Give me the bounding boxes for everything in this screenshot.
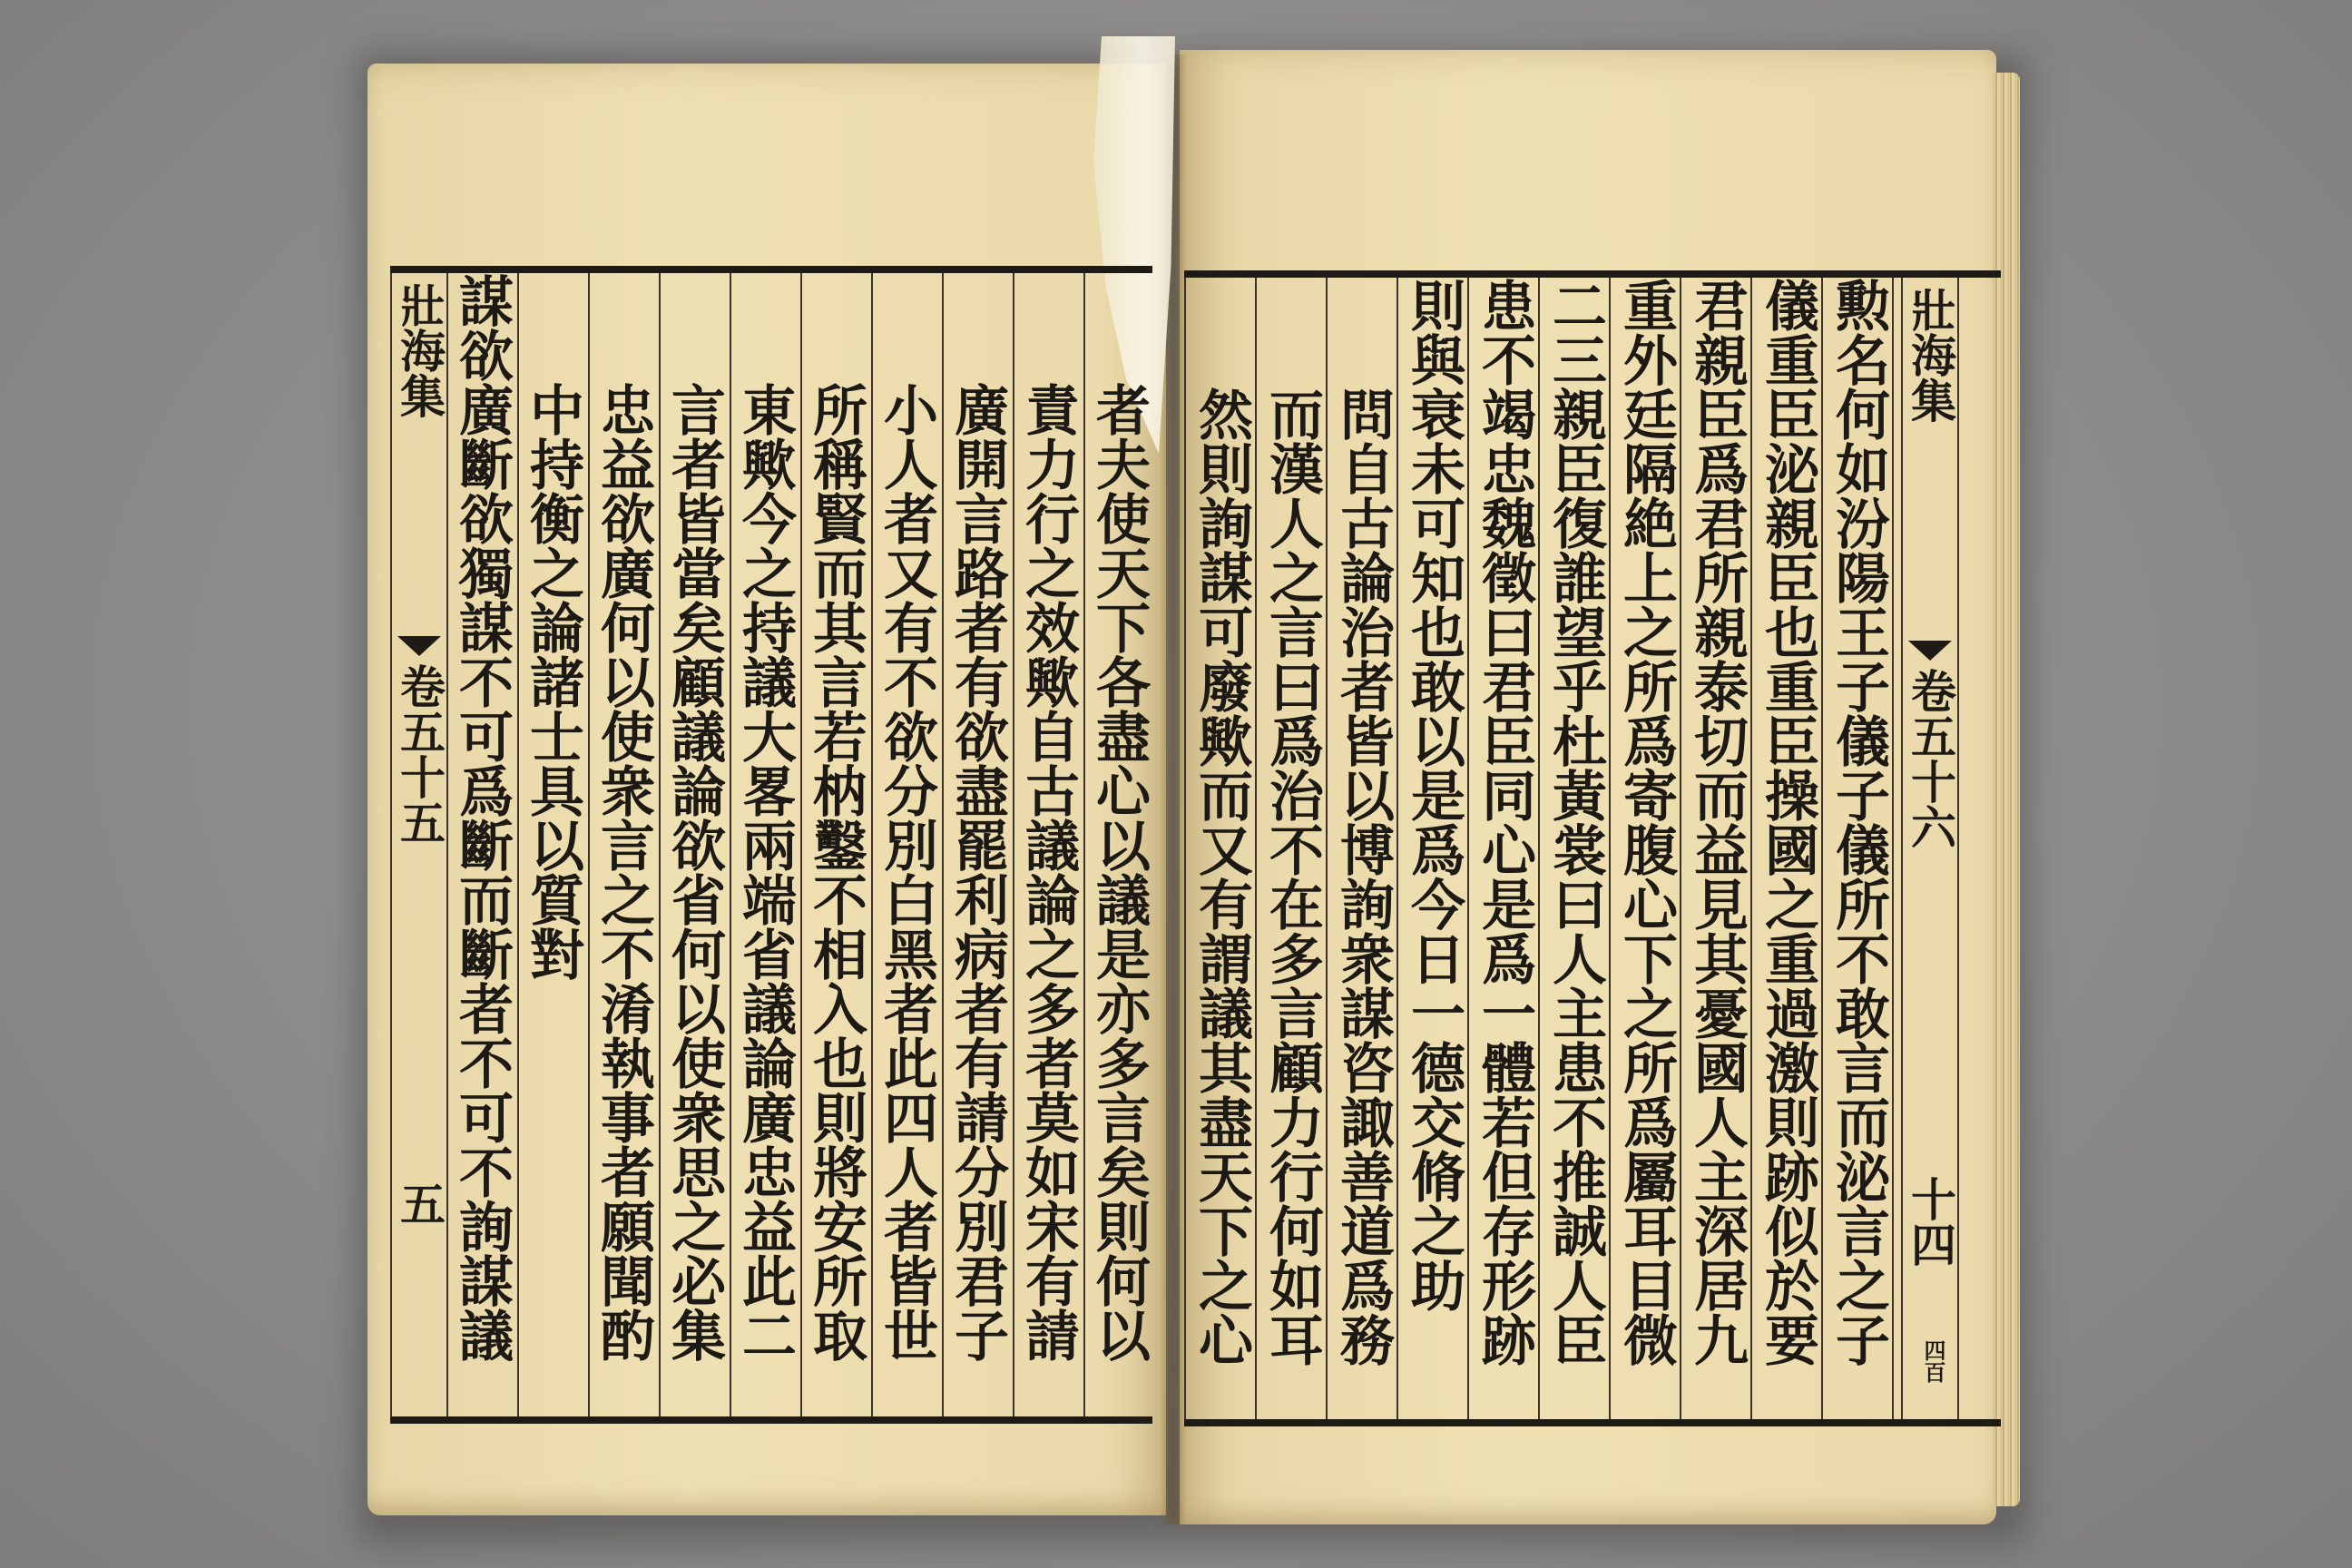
text-column: 儀重臣泌親臣也重臣操國之重過激則跡似於要 — [1756, 278, 1819, 1367]
text-column: 勲名何如汾陽王子儀子儀所不敢言而泌言之子 — [1827, 278, 1890, 1367]
right-strip-folio: 十四 — [1904, 1176, 1957, 1267]
text-column: 言者皆當矣顧議論欲省何以使衆思之必集 — [662, 382, 726, 1362]
text-column: 廣開言路者有欲盡罷利病者有請分別君子 — [946, 382, 1009, 1362]
left-margin-strip — [390, 273, 448, 1416]
text-column: 則與衰未可知也敢以是爲今日一德交脩之助 — [1402, 278, 1465, 1312]
left-strip-volume: 卷五十五 — [393, 663, 446, 845]
text-column: 患不竭忠魏徵曰君臣同心是爲一體若但存形跡 — [1473, 278, 1536, 1367]
text-column: 者夫使天下各盡心以議是亦多言矣則何以 — [1087, 382, 1151, 1362]
text-column: 君親臣爲君所親泰切而益見其憂國人主深居九 — [1685, 278, 1749, 1367]
right-strip-count: 四百 — [1920, 1339, 1946, 1383]
right-strip-volume: 卷五十六 — [1904, 668, 1957, 849]
text-column: 問自古論治者皆以博詢衆謀咨諏善道爲務 — [1331, 387, 1395, 1367]
left-fish-tail-mark — [397, 636, 441, 656]
left-strip-folio: 五 — [393, 1181, 446, 1226]
text-column: 忠益欲廣何以使衆言之不淆執事者願聞酌 — [592, 382, 655, 1362]
text-column: 責力行之效歟自古議論之多者莫如宋有請 — [1016, 382, 1080, 1362]
text-column: 所稱賢而其言若枘鑿不相入也則將安所取 — [804, 382, 867, 1362]
right-strip-title: 壯海集 — [1904, 287, 1957, 423]
text-column: 而漢人之言曰爲治不在多言顧力行何如耳 — [1260, 387, 1324, 1367]
text-column: 謀欲廣斷欲獨謀不可爲斷而斷者不可不詢謀議 — [450, 273, 514, 1362]
right-margin-strip — [1901, 278, 1959, 1419]
left-page-text-block — [390, 266, 1152, 1424]
text-column: 中持衡之論諸士具以質對 — [521, 382, 584, 981]
text-column: 東歟今之持議大畧兩端省議論廣忠益此二 — [733, 382, 797, 1362]
right-page-text-block — [1184, 270, 2001, 1426]
text-column: 小人者又有不欲分別白黑者此四人者皆世 — [875, 382, 938, 1362]
text-column: 重外廷隔絶上之所爲寄腹心下之所爲屬耳目微 — [1614, 278, 1678, 1367]
right-fish-tail-mark — [1908, 641, 1952, 661]
left-strip-title: 壯海集 — [393, 282, 446, 418]
text-column: 二三親臣復誰望乎杜黃裳曰人主患不推誠人臣 — [1544, 278, 1607, 1367]
text-column: 然則詢謀可廢歟而又有謂議其盡天下之心 — [1190, 387, 1253, 1367]
